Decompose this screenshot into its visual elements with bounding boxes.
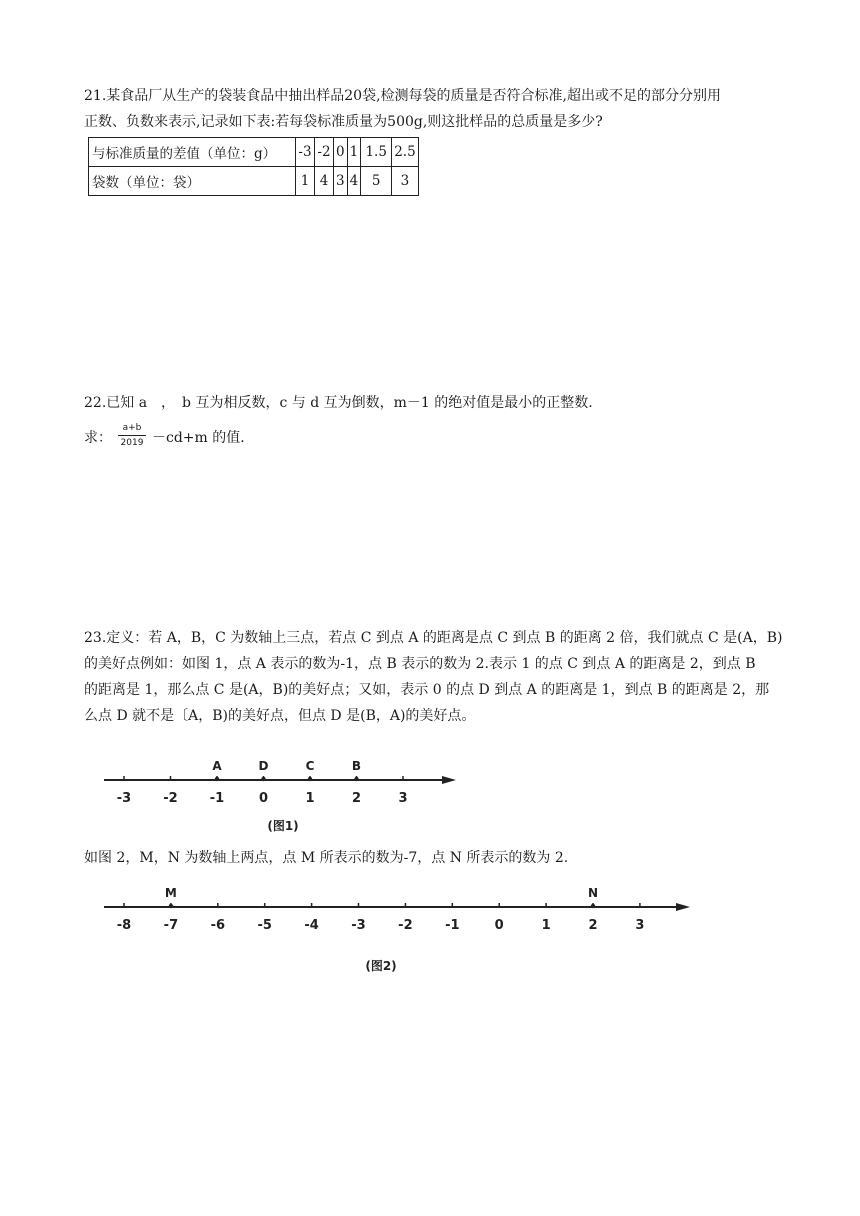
table-cell: 0: [334, 138, 348, 167]
table-cell: -2: [315, 138, 334, 167]
figure-caption: (图2): [365, 959, 397, 973]
table-cell: 4: [315, 167, 334, 196]
q23-fig2-intro: 如图 2，M，N 为数轴上两点，点 M 所表示的数为-7，点 N 所表示的数为 2.: [84, 850, 569, 866]
number-line-figure-2: [0, 876, 860, 976]
q21-table: [88, 137, 419, 196]
row2-label: 袋数（单位：袋）: [89, 167, 296, 196]
table-cell: 3: [392, 167, 418, 196]
fraction-numerator: a+b: [118, 422, 146, 436]
tick-label: 3: [398, 791, 408, 806]
tick-label: -3: [116, 791, 132, 806]
point-dot: [169, 904, 173, 908]
tick-label: -5: [257, 918, 272, 933]
tick-label: 3: [635, 918, 645, 933]
q22-suffix: －cd+m 的值.: [152, 430, 245, 446]
tick-label: -2: [163, 791, 178, 806]
q23-line2: 的美好点例如：如图 1，点 A 表示的数为-1，点 B 表示的数为 2.表示 1 的点 C 到点 A 的距离是 2，到点 B: [84, 656, 756, 672]
fraction: [118, 422, 146, 449]
table-cell: 4: [347, 167, 361, 196]
table-cell: 2.5: [392, 138, 418, 167]
tick-label: -2: [398, 918, 413, 933]
row1-label: 与标准质量的差值（单位：g）: [89, 138, 296, 167]
table-row: [89, 167, 419, 196]
tick-label: 1: [541, 918, 551, 933]
point-label: B: [351, 759, 362, 773]
arrow-head-icon: [676, 903, 690, 911]
table-cell: 1: [296, 167, 315, 196]
table-cell: 1: [347, 138, 361, 167]
table-cell: 1.5: [361, 138, 392, 167]
q21-line2: 正数、负数来表示,记录如下表:若每袋标准质量为500g,则这批样品的总质量是多少?: [84, 114, 603, 130]
point-dot: [591, 904, 595, 908]
arrow-head-icon: [442, 776, 456, 784]
table-row: [89, 138, 419, 167]
table-cell: 5: [361, 167, 392, 196]
tick-label: 0: [494, 918, 504, 933]
fraction-denominator: 2019: [120, 438, 144, 448]
point-dot: [354, 777, 358, 781]
q21-line1: 21.某食品厂从生产的袋装食品中抽出样品20袋,检测每袋的质量是否符合标准,超出或不足的部分分别用: [84, 88, 721, 104]
tick-label: -1: [445, 918, 460, 933]
point-label: N: [587, 886, 599, 900]
table-cell: 3: [334, 167, 348, 196]
q23-line1: 23.定义：若 A，B，C 为数轴上三点，若点 C 到点 A 的距离是点 C 到点 B 的距离 2 倍，我们就点 C 是(A，B): [84, 630, 783, 646]
q23-line4: 么点 D 就不是〔A，B)的美好点，但点 D 是(B，A)的美好点。: [84, 708, 476, 724]
tick-label: 2: [588, 918, 598, 933]
tick-label: -3: [351, 918, 366, 933]
point-label: C: [305, 759, 315, 773]
point-dot: [261, 777, 265, 781]
tick-label: 2: [351, 791, 362, 806]
tick-label: -4: [304, 918, 319, 933]
tick-label: -1: [209, 791, 225, 806]
tick-label: -7: [163, 918, 179, 933]
tick-label: 0: [258, 791, 269, 806]
tick-label: -8: [116, 918, 132, 933]
q23-line3: 的距离是 1，那么点 C 是(A，B)的美好点；又如，表示 0 的点 D 到点 A 的距离是 1，到点 B 的距离是 2，那: [84, 682, 770, 698]
point-label: A: [212, 759, 222, 773]
number-line-figure-1: [0, 748, 860, 848]
q22-prefix: 求：: [84, 430, 112, 446]
table-cell: -3: [296, 138, 315, 167]
point-dot: [215, 777, 219, 781]
figure-caption: (图1): [267, 819, 299, 833]
q22-line1: 22.已知 a ， b 互为相反数，c 与 d 互为倒数，m－1 的绝对值是最小的正整数.: [84, 395, 593, 411]
point-label: M: [164, 886, 177, 900]
tick-label: -6: [210, 918, 226, 933]
point-dot: [308, 777, 312, 781]
tick-label: 1: [305, 791, 315, 806]
point-label: D: [258, 759, 269, 773]
